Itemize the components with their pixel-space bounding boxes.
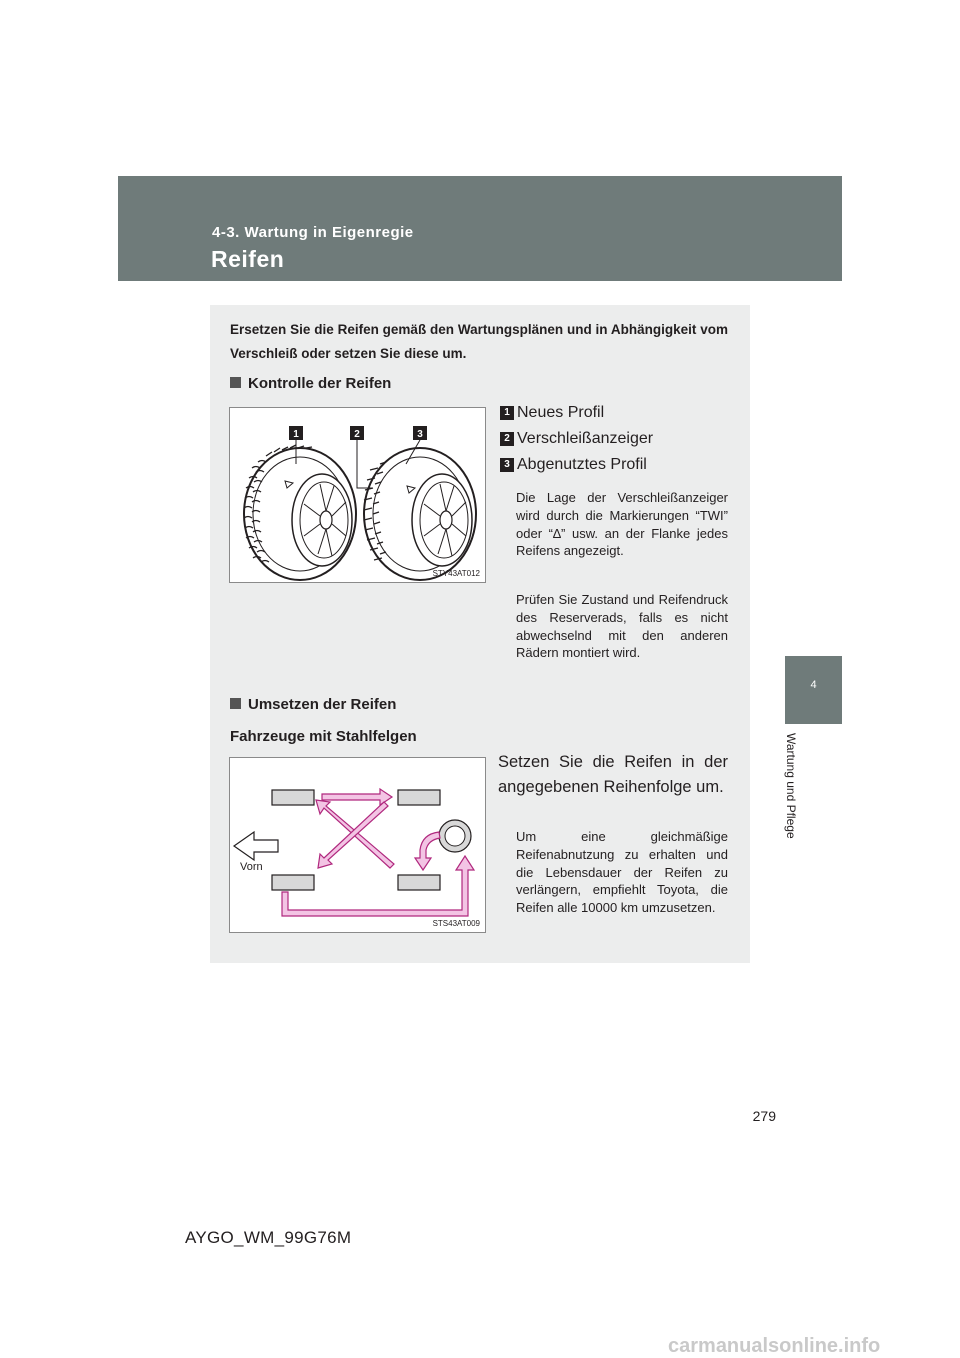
rotation-diagram — [230, 758, 485, 932]
chapter-header — [118, 176, 842, 281]
worn-tire-graphic — [364, 448, 476, 580]
heading-tire-check — [230, 375, 391, 392]
square-bullet-icon — [230, 698, 241, 709]
tire-tread-figure — [229, 407, 486, 583]
rear-right-tire-icon — [398, 875, 440, 890]
new-tire-graphic — [244, 445, 356, 580]
chapter-side-label-box — [784, 733, 804, 873]
wear-indicator-note: Die Lage der Verschleißanzeiger wird durch die Markierungen “TWI” oder “∆” usw. an der Flanke jedes Reifens angezeigt. — [516, 490, 728, 559]
section-title: 4-3. Wartung in Eigenregie — [212, 224, 414, 241]
tire-illustration — [230, 408, 485, 582]
rear-left-tire-icon — [272, 875, 314, 890]
manual-code: AYGO_WM_99G76M — [185, 1228, 352, 1247]
heading-rotation — [230, 696, 396, 713]
list-item-wear-indicator — [500, 430, 653, 448]
number-badge: 3 — [500, 458, 514, 472]
intro-text: Ersetzen Sie die Reifen gemäß den Wartungsplänen und in Abhängigkeit vom Verschleiß oder setzen Sie diese um. — [230, 322, 728, 361]
subheading-steel-rims: Fahrzeuge mit Stahlfelgen — [230, 728, 417, 745]
chapter-tab — [785, 656, 842, 724]
list-item-worn-tread — [500, 456, 647, 474]
tire-rotation-figure — [229, 757, 486, 933]
rotation-note: Um eine gleichmäßige Reifenabnutzung zu erhalten und die Lebensdauer der Reifen zu verlängern, empfiehlt Toyota, die Reifen alle 10000 km umzusetzen. — [516, 829, 728, 916]
figure-code-1: STY43AT012 — [432, 569, 480, 578]
page-number: 279 — [752, 1108, 776, 1124]
callout-1-label: 1 — [293, 429, 299, 440]
heading-rotation-text: Umsetzen der Reifen — [248, 696, 397, 713]
callout-2-label: 2 — [354, 429, 360, 440]
item-label: Abgenutztes Profil — [517, 456, 647, 473]
rotation-arrows — [282, 789, 474, 916]
chapter-number: 4 — [810, 679, 817, 691]
rotation-instruction: Setzen Sie die Reifen in der angegebenen Reihenfolge um. — [498, 753, 728, 796]
square-bullet-icon — [230, 377, 241, 388]
item-label: Neues Profil — [517, 404, 605, 421]
figure-code-2: STS43AT009 — [432, 919, 480, 928]
callout-3-label: 3 — [417, 429, 423, 440]
number-badge: 2 — [500, 432, 514, 446]
front-direction-arrow-icon — [234, 832, 278, 860]
page-title: Reifen — [211, 246, 285, 272]
item-label: Verschleißanzeiger — [517, 430, 654, 447]
number-badge: 1 — [500, 406, 514, 420]
heading-tire-check-text: Kontrolle der Reifen — [248, 375, 392, 392]
front-label: Vorn — [240, 861, 263, 873]
watermark: carmanualsonline.info — [668, 1335, 881, 1357]
spare-tire-note: Prüfen Sie Zustand und Reifendruck des Reserverads, falls es nicht abwechselnd mit den anderen Rädern montiert wird. — [516, 592, 728, 661]
front-left-tire-icon — [272, 790, 314, 805]
list-item-new-tread — [500, 404, 604, 422]
chapter-side-label: Wartung und Pflege — [784, 733, 798, 839]
front-right-tire-icon — [398, 790, 440, 805]
